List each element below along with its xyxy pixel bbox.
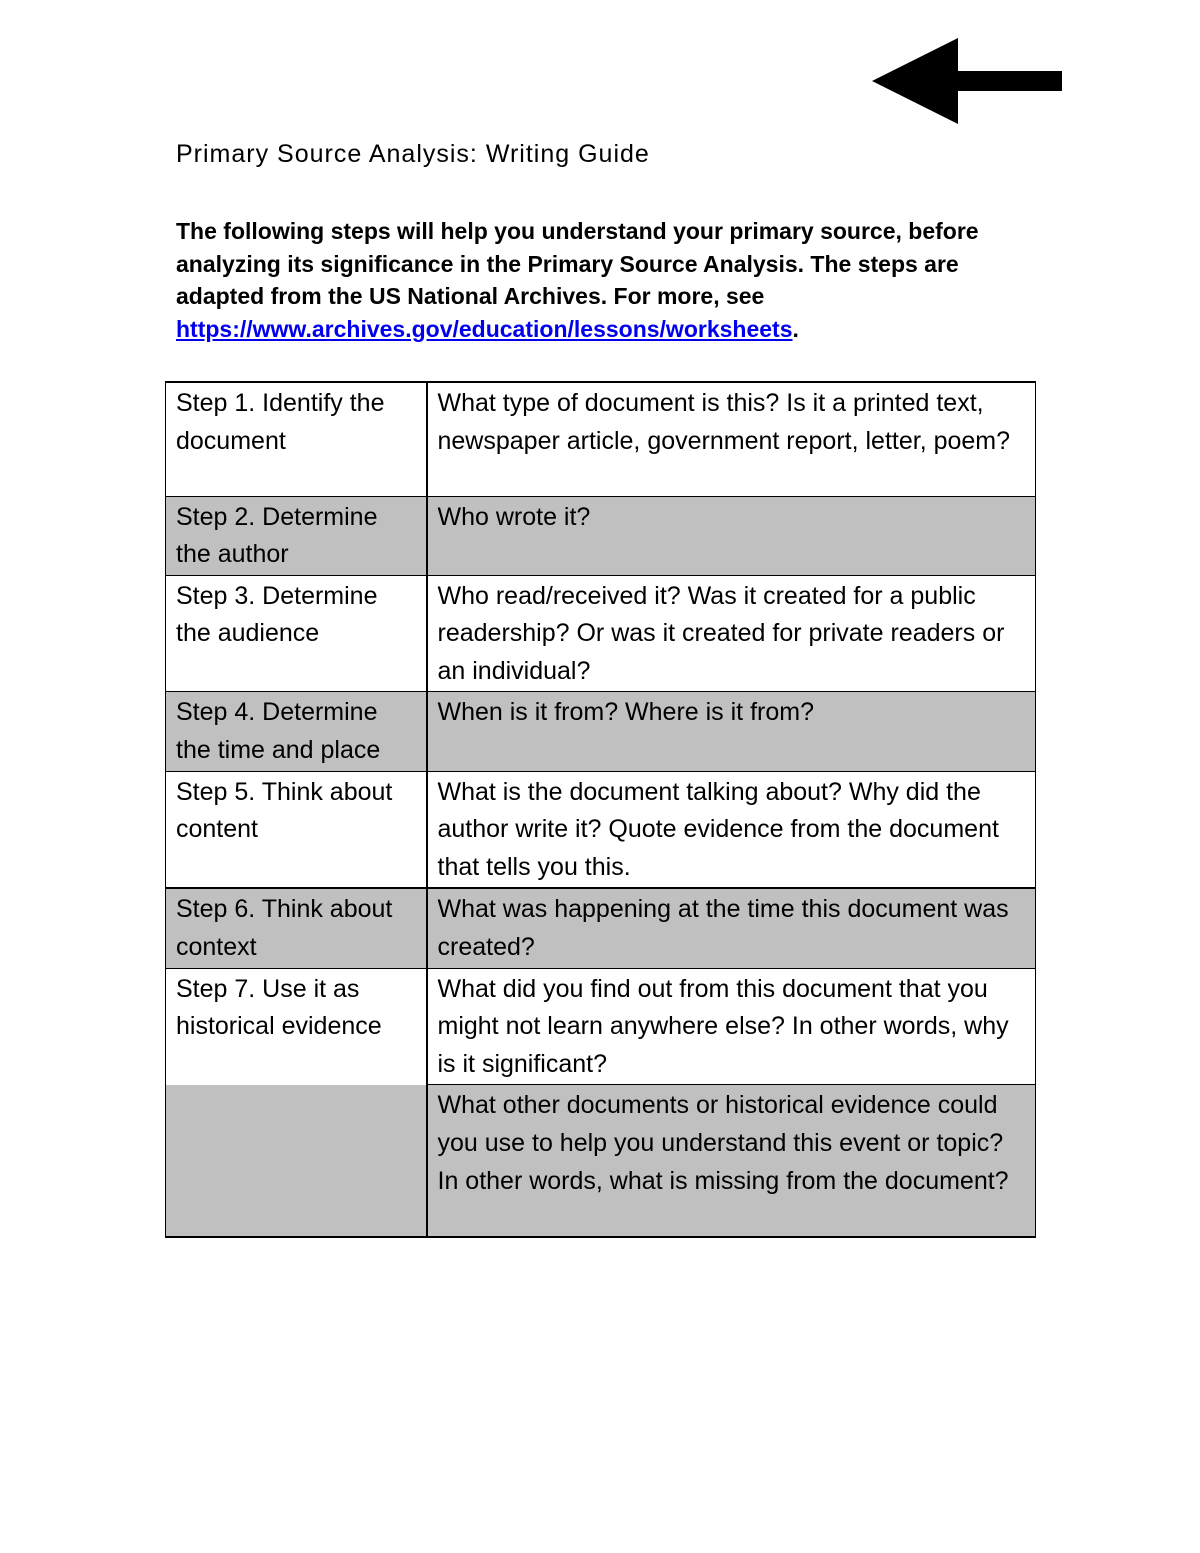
step-question: When is it from? Where is it from?	[427, 692, 1036, 771]
intro-paragraph	[176, 215, 1046, 345]
step-question: What other documents or historical evidence could you use to help you understand this event or topic? In other words, what is missing from the document?	[427, 1085, 1036, 1237]
table-row	[166, 382, 1036, 496]
page-title: Primary Source Analysis: Writing Guide	[176, 140, 650, 168]
step-question: Who read/received it? Was it created for a public readership? Or was it created for private readers or an individual?	[427, 575, 1036, 692]
table-row	[166, 692, 1036, 771]
step-label: Step 1. Identify the document	[166, 382, 427, 496]
step-question: What did you find out from this document that you might not learn anywhere else? In other words, why is it significant?	[427, 968, 1036, 1085]
intro-text: The following steps will help you understand your primary source, before analyzing its significance in the Primary Source Analysis. The steps are adapted from the US National Archives. For more, see	[176, 218, 979, 309]
archives-link[interactable]: https://www.archives.gov/education/lessons/worksheets	[176, 315, 793, 342]
table-row	[166, 771, 1036, 888]
left-arrow-icon[interactable]	[872, 38, 1062, 124]
step-question: What is the document talking about? Why did the author write it? Quote evidence from the document that tells you this.	[427, 771, 1036, 888]
intro-end: .	[792, 315, 799, 342]
table-row	[166, 888, 1036, 968]
step-label: Step 5. Think about content	[166, 771, 427, 888]
step-label	[166, 1085, 427, 1237]
step-label: Step 6. Think about context	[166, 888, 427, 968]
step-question: What type of document is this? Is it a printed text, newspaper article, government report, letter, poem?	[427, 382, 1036, 496]
step-question: Who wrote it?	[427, 496, 1036, 575]
table-row	[166, 1085, 1036, 1237]
steps-table	[165, 381, 1036, 1238]
step-label: Step 4. Determine the time and place	[166, 692, 427, 771]
table-row	[166, 968, 1036, 1085]
step-question: What was happening at the time this document was created?	[427, 888, 1036, 968]
step-label: Step 2. Determine the author	[166, 496, 427, 575]
step-label: Step 7. Use it as historical evidence	[166, 968, 427, 1085]
table-row	[166, 496, 1036, 575]
step-label: Step 3. Determine the audience	[166, 575, 427, 692]
table-row	[166, 575, 1036, 692]
